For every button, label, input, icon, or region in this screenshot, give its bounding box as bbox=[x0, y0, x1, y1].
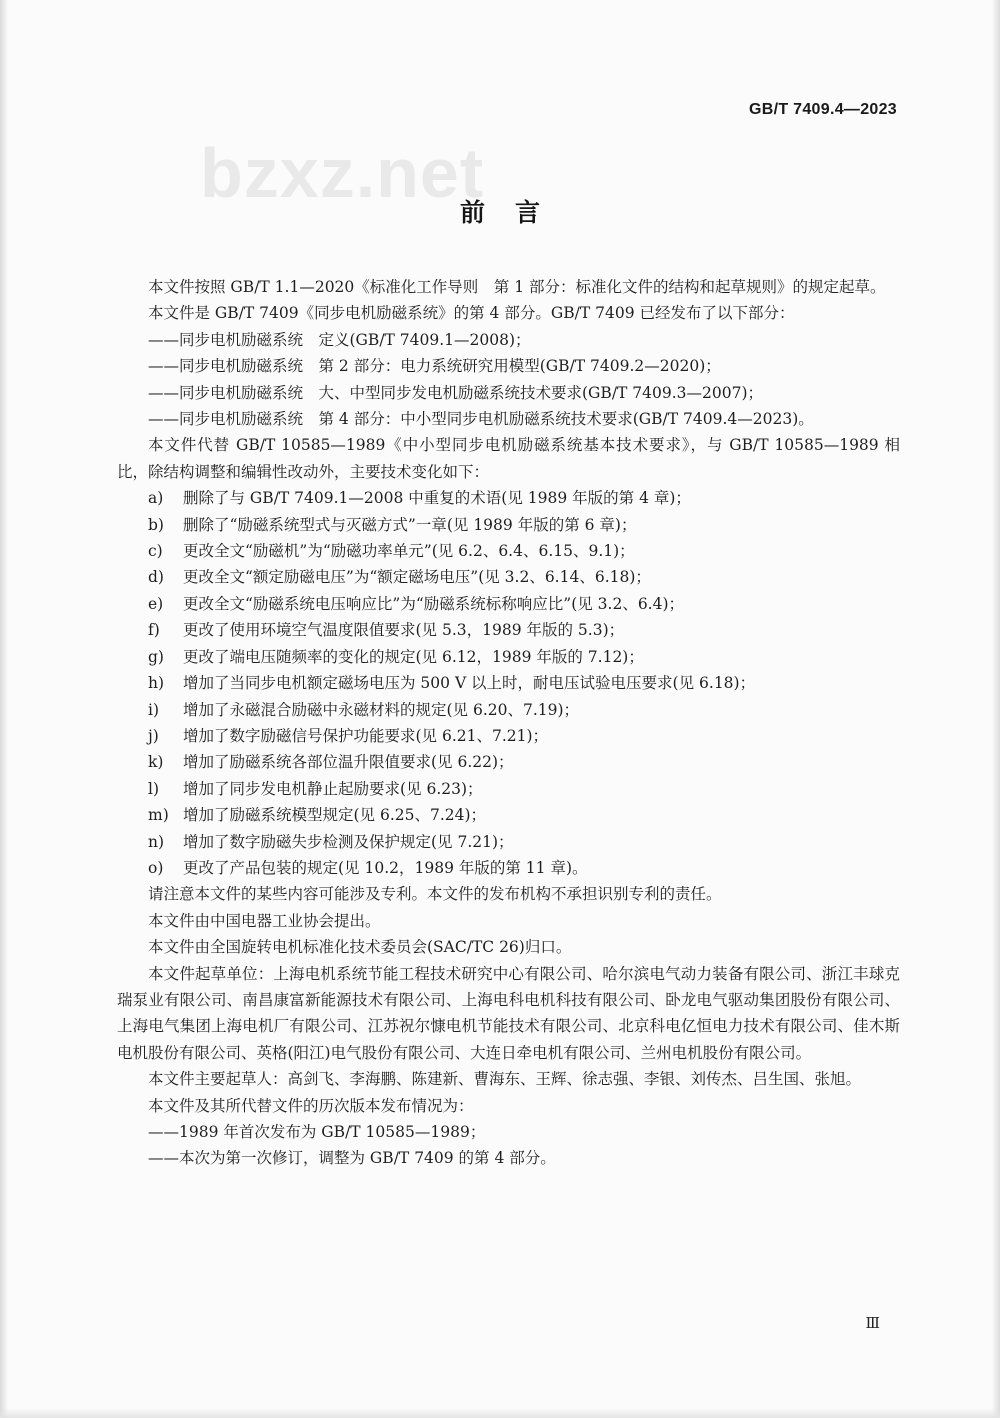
item-marker: d) bbox=[148, 568, 164, 587]
paragraph-patent-notice: 请注意本文件的某些内容可能涉及专利。本文件的发布机构不承担识别专利的责任。 bbox=[148, 885, 722, 904]
list-item bbox=[117, 723, 900, 749]
item-marker: a) bbox=[148, 489, 164, 508]
item-marker: n) bbox=[148, 832, 165, 851]
list-item: ——同步电机励磁系统 大、中型同步发电机励磁系统技术要求(GB/T 7409.3—2007)； bbox=[148, 383, 764, 402]
item-marker: h) bbox=[148, 674, 165, 693]
document-body bbox=[117, 274, 900, 1172]
parts-list bbox=[117, 327, 900, 433]
list-item bbox=[117, 697, 900, 723]
standard-code: GB/T 7409.4—2023 bbox=[749, 101, 897, 118]
item-text: 增加了励磁系统模型规定(见 6.25、7.24)； bbox=[183, 806, 487, 825]
item-text: 更改了产品包装的规定(见 10.2，1989 年版的第 11 章)。 bbox=[183, 858, 588, 877]
paragraph-proposer: 本文件由中国电器工业协会提出。 bbox=[148, 911, 381, 930]
page-title: 前言 bbox=[459, 198, 570, 227]
item-text: 更改全文“额定励磁电压”为“额定磁场电压”(见 3.2、6.14、6.18)； bbox=[183, 568, 651, 587]
item-marker: o) bbox=[148, 858, 164, 877]
list-item bbox=[117, 829, 900, 855]
list-item bbox=[117, 538, 900, 564]
item-text: 增加了当同步电机额定磁场电压为 500 V 以上时，耐电压试验电压要求(见 6.18)； bbox=[183, 674, 756, 693]
paragraph-committee: 本文件由全国旋转电机标准化技术委员会(SAC/TC 26)归口。 bbox=[148, 938, 572, 957]
item-marker: l) bbox=[148, 779, 160, 798]
item-text: 增加了同步发电机静止起励要求(见 6.23)； bbox=[183, 779, 483, 798]
list-item: ——同步电机励磁系统 第 2 部分：电力系统研究用模型(GB/T 7409.2—2020)； bbox=[148, 357, 721, 376]
page-edge-bottom bbox=[0, 1408, 1000, 1418]
list-item bbox=[117, 802, 900, 828]
item-text: 增加了数字励磁失步检测及保护规定(见 7.21)； bbox=[183, 832, 514, 851]
page-number: Ⅲ bbox=[865, 1316, 880, 1332]
changes-list bbox=[117, 485, 900, 881]
item-text: 增加了数字励磁信号保护功能要求(见 6.21、7.21)； bbox=[183, 726, 549, 745]
paragraph-replacement: 本文件代替 GB/T 10585—1989《中小型同步电机励磁系统基本技术要求》，与 GB/T 10585—1989 相比，除结构调整和编辑性改动外，主要技术变化如下： bbox=[117, 436, 900, 481]
item-marker: f) bbox=[148, 621, 160, 640]
list-item bbox=[117, 591, 900, 617]
item-text: 更改了端电压随频率的变化的规定(见 6.12，1989 年版的 7.12)； bbox=[183, 647, 644, 666]
list-item: ——本次为第一次修订，调整为 GB/T 7409 的第 4 部分。 bbox=[148, 1149, 556, 1168]
paragraph-history: 本文件及其所代替文件的历次版本发布情况为： bbox=[148, 1096, 474, 1115]
item-text: 增加了永磁混合励磁中永磁材料的规定(见 6.20、7.19)； bbox=[183, 700, 580, 719]
paragraph-part-info: 本文件是 GB/T 7409《同步电机励磁系统》的第 4 部分。GB/T 7409 已经发布了以下部分： bbox=[148, 304, 795, 323]
paragraph-drafting-units: 本文件起草单位：上海电机系统节能工程技术研究中心有限公司、哈尔滨电气动力装备有限公司、浙江丰球克瑞泵业有限公司、南昌康富新能源技术有限公司、上海电科电机科技有限公司、卧龙电气驱动集团股份有限公司、上海电气集团上海电机厂有限公司、江苏祝尔慷电机节能技术有限公司、北京科电亿恒电力技术有限公司、佳木斯电机股份有限公司、英格(阳江)电气股份有限公司、大连日牵电机有限公司、兰州电机股份有限公司。 bbox=[117, 964, 900, 1062]
item-text: 更改了使用环境空气温度限值要求(见 5.3，1989 年版的 5.3)； bbox=[183, 621, 625, 640]
item-marker: g) bbox=[148, 647, 164, 666]
item-text: 增加了励磁系统各部位温升限值要求(见 6.22)； bbox=[183, 753, 514, 772]
list-item bbox=[117, 644, 900, 670]
list-item bbox=[117, 564, 900, 590]
item-text: 更改全文“励磁系统电压响应比”为“励磁系统标称响应比”(见 3.2、6.4)； bbox=[183, 594, 685, 613]
item-marker: m) bbox=[148, 806, 169, 825]
list-item bbox=[117, 512, 900, 538]
item-text: 删除了“励磁系统型式与灭磁方式”一章(见 1989 年版的第 6 章)； bbox=[183, 515, 637, 534]
item-marker: c) bbox=[148, 542, 163, 561]
item-marker: k) bbox=[148, 753, 164, 772]
list-item: ——1989 年首次发布为 GB/T 10585—1989； bbox=[148, 1123, 486, 1141]
item-marker: b) bbox=[148, 515, 164, 534]
item-marker: i) bbox=[148, 700, 160, 719]
item-text: 删除了与 GB/T 7409.1—2008 中重复的术语(见 1989 年版的第 4 章)； bbox=[183, 489, 691, 508]
list-item bbox=[117, 485, 900, 511]
list-item bbox=[117, 749, 900, 775]
list-item bbox=[117, 617, 900, 643]
paragraph-drafting-rules: 本文件按照 GB/T 1.1—2020《标准化工作导则 第 1 部分：标准化文件的结构和起草规则》的规定起草。 bbox=[148, 278, 886, 296]
list-item: ——同步电机励磁系统 第 4 部分：中小型同步电机励磁系统技术要求(GB/T 7409.4—2023)。 bbox=[148, 410, 814, 429]
history-list bbox=[117, 1119, 900, 1172]
list-item bbox=[117, 670, 900, 696]
paragraph-drafters: 本文件主要起草人：高剑飞、李海鹏、陈建新、曹海东、王辉、徐志强、李银、刘传杰、吕生国、张旭。 bbox=[148, 1070, 862, 1089]
item-marker: e) bbox=[148, 594, 164, 613]
list-item bbox=[117, 776, 900, 802]
watermark: bzxz.net bbox=[200, 134, 485, 212]
item-text: 更改全文“励磁机”为“励磁功率单元”(见 6.2、6.4、6.15、9.1)； bbox=[183, 542, 635, 561]
item-marker: j) bbox=[148, 726, 159, 745]
list-item: ——同步电机励磁系统 定义(GB/T 7409.1—2008)； bbox=[148, 330, 531, 349]
list-item bbox=[117, 855, 900, 881]
